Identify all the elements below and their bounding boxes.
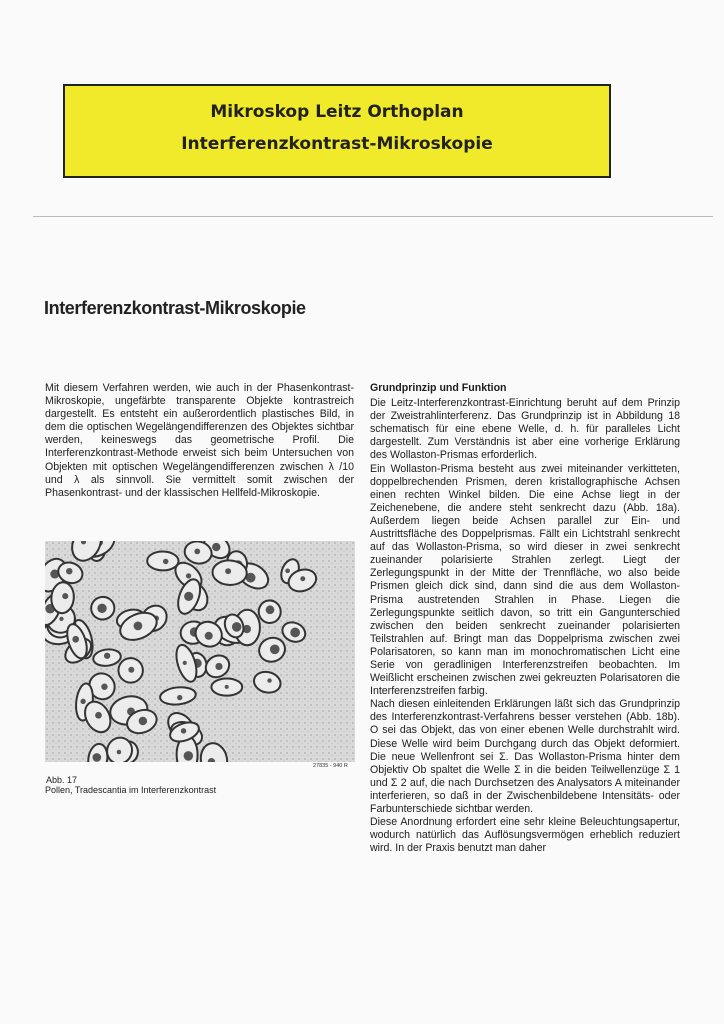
right-column — [370, 382, 680, 855]
pollen-nucleus — [117, 750, 122, 755]
body-paragraph: Ein Wollaston-Prisma besteht aus zwei miteinander verkitteten, doppelbrechenden Prismen, deren kristallographische Achsen einen rechten Winkel bilden. Die eine Achse liegt in der Zeichenebene, die andere steht senkrecht dazu (Abb. 18a). Außerdem liegen beide Achsen parallel zur Ein- und Austrittsfläche des Doppelprismas. Fällt ein Lichtstrahl senkrecht auf das Wollaston-Prisma, so wird dieser in zwei senkrecht zueinander polarisierte Strahlen zerlegt. Liegt der Zerlegungspunkt in der Mitte der Trennfläche, wo also beide Prismen gleich dick sind, dann sind die aus dem Wollaston-Prisma austretenden Strahlen in Phase. Liegen die Zerlegungspunkte seitlich davon, so tritt ein Gangunterschied zwischen den beiden senkrecht zueinander polarisierten Teilstrahlen auf. Bringt man das Doppelprisma zwischen zwei Polarisatoren, so kann man im monochromatischen Licht eine Serie von geradlinigen Interferenzstreifen beobachten. Im Weißlicht erscheinen zwischen zwei gekreuzten Polarisatoren die Interferenzstreifen farbig. — [370, 462, 680, 698]
pollen-nucleus — [205, 632, 213, 640]
pollen-nucleus — [139, 717, 147, 725]
pollen-nucleus — [184, 592, 193, 601]
pollen-nucleus — [186, 573, 191, 578]
figure-code: 27835 - 940 R — [313, 763, 348, 769]
pollen-nucleus — [59, 617, 63, 621]
section-subheading: Grundprinzip und Funktion — [370, 382, 507, 394]
intro-text: Mit diesem Verfahren werden, wie auch in der Phasenkontrast-Mikroskopie, ungefärbte transparente Objekte kontrastreich dargestellt. Es entsteht ein außerordentlich plastisches Bild, in dem die optischen Wegelängendifferenzen des Objektes sichtbar werden, keineswegs das geometrische Profil. Die Interferenzkontrast-Methode erweist sich beim Untersuchen von Objekten mit optischen Wegelängendifferenzen zwischen λ /10 und λ als sinnvoll. Sie vermittelt somit zwischen der Phasenkontrast- und der klassischen Hellfeld-Mikroskopie. — [45, 382, 354, 499]
banner-title: Mikroskop Leitz Orthoplan — [210, 102, 464, 122]
pollen-nucleus — [104, 653, 110, 659]
pollen-nucleus — [97, 604, 106, 613]
figure-number: Abb. 17 — [46, 775, 78, 785]
pollen-nucleus — [72, 636, 79, 643]
body-paragraph: Nach diesen einleitenden Erklärungen läßt sich das Grundprinzip des Interferenzkontrast-Verfahrens besser verstehen (Abb. 18b). O sei das Objekt, das von einer ebenen Welle durchstrahlt wird. Diese Welle wird beim Durchgang durch das Objekt deformiert. Die neue Wellenfront sei Σ. Das Wollaston-Prisma hinter dem Objektiv Ob spaltet die Welle Σ in die beiden Teilwellenzüge Σ 1 und Σ 2 auf, die nach Durchsetzen des Analysators A miteinander interferieren, so daß in der Zwischenbildebene Intensitäts- oder Farbunterschiede sichtbar werden. — [370, 698, 680, 815]
pollen-nucleus — [134, 622, 143, 631]
pollen-nucleus — [80, 699, 85, 704]
pollen-nucleus — [92, 753, 101, 762]
pollen-nucleus — [128, 667, 134, 673]
pollen-nucleus — [177, 695, 182, 700]
pollen-nucleus — [163, 559, 168, 564]
pollen-nucleus — [266, 605, 275, 614]
figure-caption-text: Pollen, Tradescantia im Interferenzkontrast — [45, 785, 217, 795]
pollen-grain — [147, 551, 179, 570]
banner-subtitle: Interferenzkontrast-Mikroskopie — [181, 134, 493, 154]
pollen-micrograph — [45, 541, 355, 762]
pollen-nucleus — [285, 568, 290, 573]
figure-caption — [45, 775, 216, 795]
pollen-nucleus — [101, 684, 107, 690]
pollen-nucleus — [95, 712, 102, 719]
pollen-nucleus — [267, 678, 271, 682]
pollen-nucleus — [232, 622, 242, 632]
pollen-nucleus — [183, 661, 187, 665]
pollen-nucleus — [181, 728, 186, 733]
title-banner — [63, 84, 611, 178]
pollen-nucleus — [225, 568, 231, 574]
pollen-nucleus — [290, 628, 300, 638]
pollen-nucleus — [66, 568, 72, 574]
pollen-nucleus — [194, 549, 200, 555]
pollen-nucleus — [184, 751, 193, 760]
page-title: Interferenzkontrast-Mikroskopie — [44, 298, 306, 318]
body-paragraph: Die Leitz-Interferenzkontrast-Einrichtung beruht auf dem Prinzip der Zweistrahlinterferenz. Das Grundprinzip ist in Abbildung 18 schematisch für eine ebene Welle, d. h. für paralleles Licht dargestellt. Zum Verständnis ist aber eine vorherige Erklärung des Wollaston-Prismas erforderlich. — [370, 397, 680, 462]
pollen-nucleus — [62, 593, 68, 599]
pollen-nucleus — [225, 685, 229, 689]
pollen-nucleus — [300, 576, 305, 581]
pollen-nucleus — [212, 543, 220, 551]
pollen-nucleus — [270, 644, 280, 654]
divider — [33, 216, 713, 217]
pollen-nucleus — [215, 663, 222, 670]
intro-paragraph — [45, 382, 354, 500]
body-paragraph: Diese Anordnung erfordert eine sehr kleine Beleuchtungsapertur, wodurch natürlich das Auflösungsvermögen erheblich reduziert wird. In der Praxis benutzt man daher — [370, 816, 680, 855]
